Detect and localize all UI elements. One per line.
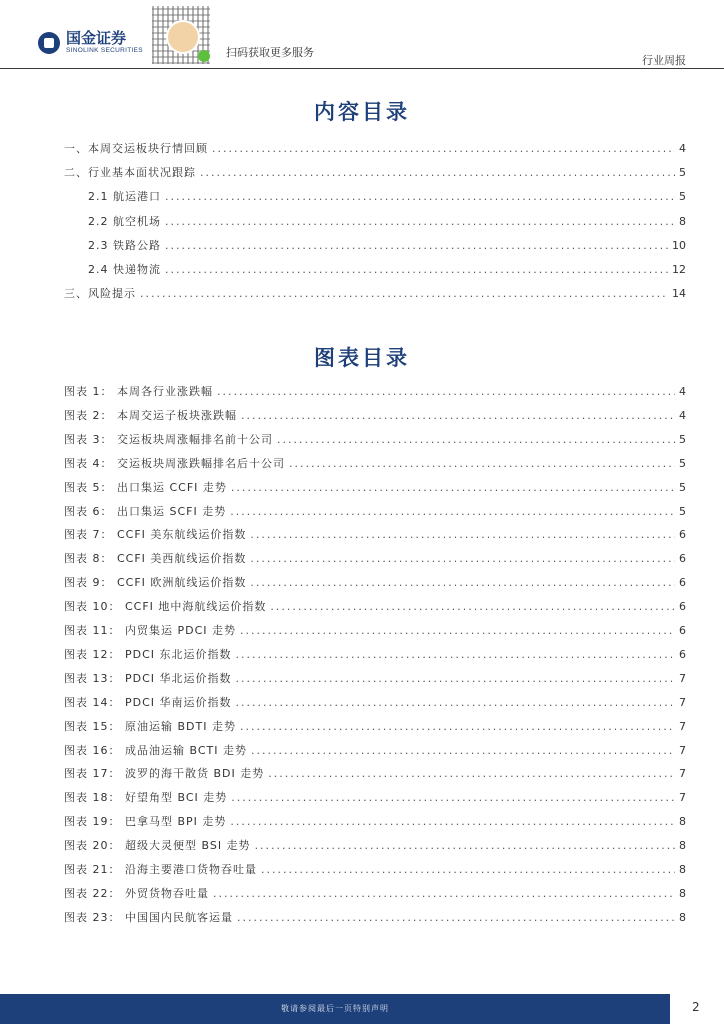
toc-entry-label: 图表 14： PDCI 华南运价指数	[64, 695, 232, 709]
toc-entry[interactable]	[64, 575, 686, 591]
toc-dot-leader	[250, 551, 675, 567]
toc-entry-label: 图表 6： 出口集运 SCFI 走势	[64, 504, 227, 518]
header-divider	[0, 68, 724, 69]
toc-entry[interactable]	[64, 743, 686, 759]
toc-entry[interactable]	[64, 551, 686, 567]
page-header	[0, 0, 724, 68]
toc-entry-page: 7	[679, 767, 686, 781]
qr-center-logo-icon	[166, 20, 200, 54]
toc-entry-page: 8	[679, 839, 686, 853]
toc-dot-leader	[230, 814, 675, 830]
toc-entry[interactable]	[64, 384, 686, 400]
toc-entry-label: 图表 7： CCFI 美东航线运价指数	[64, 528, 247, 542]
toc-entry-page: 7	[679, 671, 686, 685]
toc-entry-page: 5	[679, 504, 686, 518]
toc-entry[interactable]	[64, 766, 686, 782]
toc-entry[interactable]	[88, 189, 686, 205]
toc-entry[interactable]	[64, 695, 686, 711]
toc-entry-page: 6	[679, 624, 686, 637]
toc-entry-page: 7	[679, 695, 686, 709]
toc-entry-page: 6	[679, 576, 686, 590]
toc-dot-leader	[165, 238, 668, 254]
toc-entry-page: 6	[679, 647, 686, 661]
toc-entry-label: 图表 15： 原油运输 BDTI 走势	[64, 719, 236, 733]
toc-dot-leader	[250, 575, 675, 591]
toc-dot-leader	[217, 384, 675, 400]
toc-dot-leader	[200, 165, 675, 181]
toc-entry[interactable]	[64, 456, 686, 472]
toc-entry-page: 7	[679, 791, 686, 805]
toc-entry[interactable]	[64, 719, 686, 735]
toc-entry-page: 5	[679, 166, 686, 180]
toc-entry-page: 5	[679, 480, 686, 494]
toc-entry-page: 5	[679, 190, 686, 204]
toc-entry[interactable]	[64, 480, 686, 496]
toc-entry[interactable]	[64, 599, 686, 615]
toc-entry[interactable]	[64, 623, 686, 639]
toc-entry[interactable]	[64, 910, 686, 926]
toc-entry[interactable]	[64, 671, 686, 687]
toc-dot-leader	[165, 262, 668, 278]
wechat-badge-icon	[198, 50, 210, 62]
toc-entry[interactable]	[64, 862, 686, 878]
toc-dot-leader	[236, 671, 675, 687]
toc-dot-leader	[230, 504, 675, 520]
toc-dot-leader	[270, 599, 675, 615]
toc-dot-leader	[212, 141, 675, 157]
toc-entry-label: 图表 18： 好望角型 BCI 走势	[64, 791, 228, 805]
page-number: 2	[692, 1000, 700, 1014]
toc-dot-leader	[251, 743, 675, 759]
toc-entry-page: 4	[679, 142, 686, 155]
toc-entry-label: 2.2 航空机场	[88, 214, 161, 228]
toc-dot-leader	[140, 286, 668, 302]
toc-entry-page: 7	[679, 719, 686, 733]
toc-entry[interactable]	[64, 838, 686, 854]
toc-entry-label: 2.4 快递物流	[88, 263, 161, 276]
toc-entry-label: 图表 8： CCFI 美西航线运价指数	[64, 552, 247, 566]
figures-title: 图表目录	[314, 346, 410, 370]
report-type-label: 行业周报	[642, 54, 686, 67]
toc-entry-label: 图表 12： PDCI 东北运价指数	[64, 647, 232, 661]
toc-dot-leader	[255, 838, 675, 854]
toc-entry-page: 5	[679, 456, 686, 470]
toc-entry[interactable]	[88, 238, 686, 254]
toc-entry-label: 图表 5： 出口集运 CCFI 走势	[64, 480, 227, 494]
toc-entry-page: 5	[679, 432, 686, 446]
toc-entry-label: 一、本周交运板块行情回顾	[64, 142, 208, 155]
toc-entry-page: 12	[672, 263, 686, 276]
toc-entry[interactable]	[64, 504, 686, 520]
qr-code-icon	[152, 6, 210, 64]
toc-dot-leader	[213, 886, 675, 902]
toc-dot-leader	[231, 480, 675, 496]
footer-disclaimer: 敬请参阅最后一页特别声明	[281, 1004, 389, 1013]
toc-dot-leader	[277, 432, 675, 448]
toc-entry-page: 6	[679, 528, 686, 542]
toc-entry-page: 8	[679, 863, 686, 876]
toc-entry[interactable]	[64, 886, 686, 902]
logo-english-name: SINOLINK SECURITIES	[66, 47, 143, 54]
toc-dot-leader	[236, 647, 675, 663]
toc-dot-leader	[231, 790, 675, 806]
toc-dot-leader	[268, 766, 675, 782]
toc-dot-leader	[241, 408, 675, 424]
toc-dot-leader	[236, 695, 675, 711]
toc-entry-label: 图表 11： 内贸集运 PDCI 走势	[64, 624, 237, 637]
toc-entry-page: 8	[679, 214, 686, 228]
toc-entry-label: 图表 20： 超级大灵便型 BSI 走势	[64, 839, 251, 853]
toc-dot-leader	[165, 214, 675, 230]
toc-entry-label: 图表 13： PDCI 华北运价指数	[64, 671, 232, 685]
toc-entry-label: 2.1 航运港口	[88, 190, 161, 204]
toc-entry-page: 8	[679, 910, 686, 924]
toc-dot-leader	[289, 456, 675, 472]
toc-entry-label: 图表 10： CCFI 地中海航线运价指数	[64, 600, 267, 614]
toc-entry[interactable]	[64, 527, 686, 543]
toc-entry[interactable]	[64, 647, 686, 663]
toc-entry[interactable]	[64, 790, 686, 806]
company-logo	[38, 30, 143, 55]
toc-entry-label: 二、行业基本面状况跟踪	[64, 166, 196, 180]
toc-entry[interactable]	[64, 408, 686, 424]
toc-dot-leader	[261, 862, 675, 878]
toc-entry-page: 6	[679, 552, 686, 566]
toc-entry-label: 2.3 铁路公路	[88, 238, 161, 252]
toc-entry-page: 8	[679, 886, 686, 900]
toc-entry-page: 7	[679, 743, 686, 757]
toc-entry-page: 6	[679, 600, 686, 614]
toc-dot-leader	[250, 527, 675, 543]
logo-mark-icon	[38, 32, 60, 54]
toc-dot-leader	[237, 910, 675, 926]
toc-entry-label: 图表 3： 交运板块周涨幅排名前十公司	[64, 432, 273, 446]
toc-dot-leader	[240, 623, 675, 639]
logo-chinese-name: 国金证券	[66, 29, 127, 47]
toc-entry-page: 8	[679, 815, 686, 829]
toc-entry-label: 图表 22： 外贸货物吞吐量	[64, 886, 209, 900]
toc-entry-label: 图表 21： 沿海主要港口货物吞吐量	[64, 863, 257, 876]
toc-entry-page: 4	[679, 408, 686, 422]
toc-entry[interactable]	[88, 262, 686, 278]
toc-entry-label: 三、风险提示	[64, 287, 136, 301]
contents-title: 内容目录	[314, 100, 410, 124]
toc-entry-label: 图表 4： 交运板块周涨跌幅排名后十公司	[64, 456, 285, 470]
toc-entry[interactable]	[64, 286, 686, 302]
toc-entry-label: 图表 23： 中国国内民航客运量	[64, 910, 233, 924]
toc-entry-label: 图表 17： 波罗的海干散货 BDI 走势	[64, 767, 265, 781]
toc-entry[interactable]	[64, 432, 686, 448]
toc-dot-leader	[165, 189, 675, 205]
toc-entry-label: 图表 19： 巴拿马型 BPI 走势	[64, 815, 227, 829]
toc-entry-page: 10	[672, 238, 686, 252]
toc-dot-leader	[240, 719, 675, 735]
toc-entry-label: 图表 16： 成品油运输 BCTI 走势	[64, 743, 247, 757]
toc-entry[interactable]	[64, 814, 686, 830]
toc-entry-page: 4	[679, 385, 686, 398]
toc-entry-label: 图表 9： CCFI 欧洲航线运价指数	[64, 576, 247, 590]
scan-prompt: 扫码获取更多服务	[226, 46, 314, 59]
toc-entry[interactable]	[64, 141, 686, 157]
toc-entry-label: 图表 2： 本周交运子板块涨跌幅	[64, 408, 237, 422]
toc-entry-page: 14	[672, 287, 686, 301]
toc-entry[interactable]	[88, 214, 686, 230]
toc-entry-label: 图表 1： 本周各行业涨跌幅	[64, 385, 213, 398]
toc-entry[interactable]	[64, 165, 686, 181]
